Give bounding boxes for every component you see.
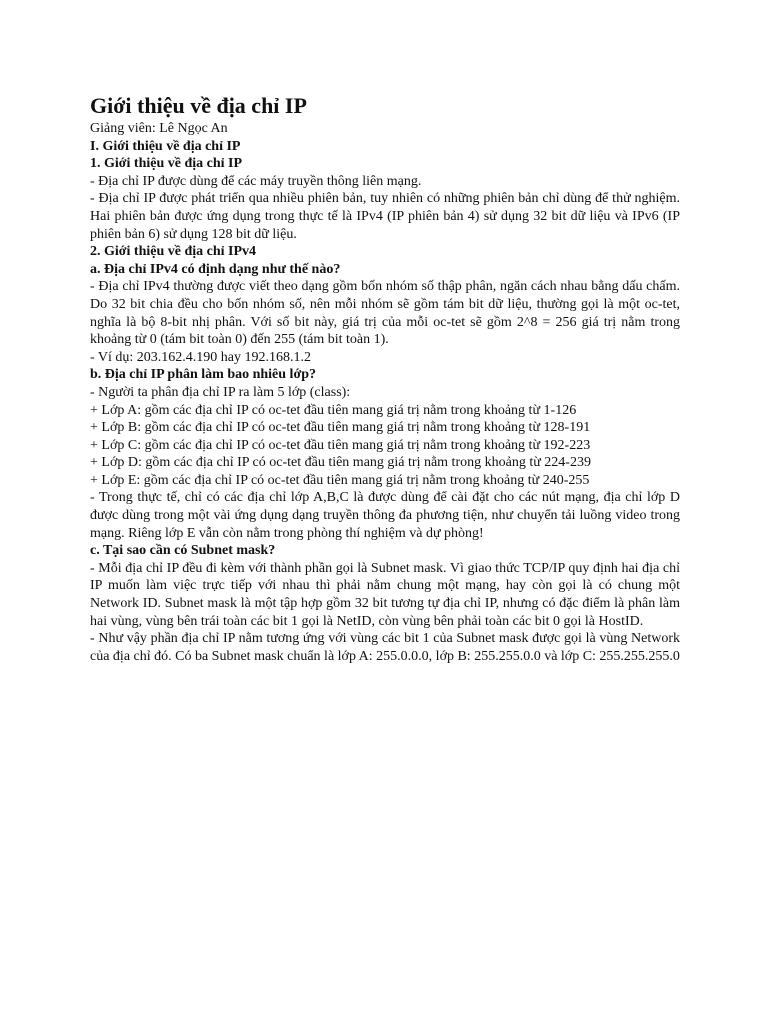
lecturer-line: Giảng viên: Lê Ngọc An: [90, 121, 228, 136]
paragraph: - Trong thực tế, chỉ có các địa chỉ lớp A,B,C là được dùng để cài đặt cho các nút mạng, địa chỉ lớp D được dùng trong một vài ứng dụng dạng truyền thông đa phương tiện, như chuyển tải luồng video trong mạng. Riêng lớp E vẫn còn nằm trong phòng thí nghiệm và dự phòng!: [90, 490, 680, 541]
section-heading: b. Địa chỉ IP phân làm bao nhiêu lớp?: [90, 367, 316, 383]
paragraph: - Địa chỉ IP được dùng để các máy truyền thông liên mạng.: [90, 173, 422, 189]
section-heading: c. Tại sao cần có Subnet mask?: [90, 543, 276, 559]
paragraph: + Lớp D: gồm các địa chỉ IP có oc-tet đầu tiên mang giá trị nằm trong khoảng từ 224-239: [90, 455, 591, 471]
section-heading: a. Địa chỉ IPv4 có định dạng như thế nào?: [90, 261, 341, 277]
paragraph: - Địa chỉ IPv4 thường được viết theo dạng gồm bốn nhóm số thập phân, ngăn cách nhau bằng dấu chấm. Do 32 bit chia đều cho bốn nhóm số, nên mỗi nhóm sẽ gồm tám bit dữ liệu, thường gọi là một oc-tet, nghĩa là bộ 8-bit nhị phân. Với số bit này, giá trị của mỗi oc-tet sẽ gồm 2^8 = 256 giá trị nằm trong khoảng từ 0 (tám bit toàn 0) đến 255 (tám bit toàn 1).: [90, 279, 680, 348]
document-body: [90, 138, 680, 666]
section-heading: 1. Giới thiệu về địa chỉ IP: [90, 156, 243, 172]
paragraph: - Ví dụ: 203.162.4.190 hay 192.168.1.2: [90, 349, 312, 365]
page-title: Giới thiệu về địa chỉ IP: [90, 93, 307, 118]
section-heading: I. Giới thiệu về địa chỉ IP: [90, 138, 241, 154]
paragraph: - Như vậy phần địa chỉ IP nằm tương ứng với vùng các bit 1 của Subnet mask được gọi là vùng Network của địa chỉ đó. Có ba Subnet mask chuẩn là lớp A: 255.0.0.0, lớp B: 255.255.0.0 và lớp C: 255.255.255.0: [90, 631, 680, 664]
document-page: [90, 92, 680, 665]
paragraph: - Địa chỉ IP được phát triển qua nhiều phiên bản, tuy nhiên có những phiên bản chỉ dùng để thử nghiệm. Hai phiên bản được ứng dụng trong thực tế là IPv4 (IP phiên bản 4) sử dụng 32 bit dữ liệu và IPv6 (IP phiên bản 6) sử dụng 128 bit dữ liệu.: [90, 191, 680, 242]
paragraph: + Lớp A: gồm các địa chỉ IP có oc-tet đầu tiên mang giá trị nằm trong khoảng từ 1-126: [90, 402, 577, 418]
paragraph: - Người ta phân địa chỉ IP ra làm 5 lớp (class):: [90, 384, 351, 400]
paragraph: + Lớp E: gồm các địa chỉ IP có oc-tet đầu tiên mang giá trị nằm trong khoảng từ 240-255: [90, 472, 590, 488]
paragraph: - Mỗi địa chỉ IP đều đi kèm với thành phần gọi là Subnet mask. Vì giao thức TCP/IP quy định hai địa chỉ IP muốn làm việc trực tiếp với nhau thì phải nằm chung một mạng, hay còn gọi là có chung một Network ID. Subnet mask là một tập hợp gồm 32 bit tương tự địa chỉ IP, nhưng có đặc điểm là phân làm hai vùng, vùng bên trái toàn các bit 1 gọi là NetID, còn vùng bên phải toàn các bit 0 gọi là HostID.: [90, 560, 680, 629]
section-heading: 2. Giới thiệu về địa chỉ IPv4: [90, 244, 257, 260]
paragraph: + Lớp C: gồm các địa chỉ IP có oc-tet đầu tiên mang giá trị nằm trong khoảng từ 192-223: [90, 437, 591, 453]
paragraph: + Lớp B: gồm các địa chỉ IP có oc-tet đầu tiên mang giá trị nằm trong khoảng từ 128-191: [90, 420, 591, 436]
